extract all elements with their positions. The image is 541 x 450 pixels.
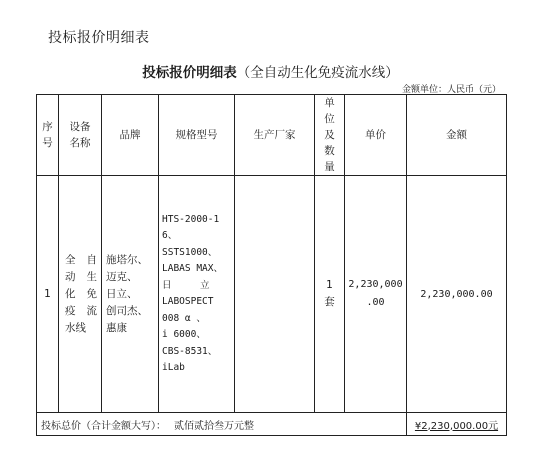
currency-unit-note: 金额单位：人民币（元） [401,85,501,95]
table-title-main: 投标报价明细表 [142,65,237,81]
table-title [0,61,541,81]
total-in-words: 贰佰贰拾叁万元整 [174,420,254,432]
row-brand: 施塔尔、 迈克、 日立、 创司杰、 惠康 [102,176,159,413]
header-unit-price: 单价 [345,95,407,176]
document-heading: 投标报价明细表 [48,30,150,46]
header-manufacturer: 生产厂家 [235,95,315,176]
total-label: 投标总价（合计金额大写）： [41,420,166,432]
row-device-name: 全 自 动 生 化 免 疫 流 水线 [59,176,102,413]
table-row [37,176,507,413]
header-model: 规格型号 [159,95,235,176]
row-unit-qty: 1 套 [315,176,345,413]
total-row [37,413,507,436]
header-unit-qty: 单 位 及 数 量 [315,95,345,176]
row-manufacturer [235,176,315,413]
header-amount: 金额 [407,95,507,176]
row-model: HTS-2000-1 6、 SSTS1000、 LABAS MAX、 日 立 LABOSPECT 008 α 、 i 6000、 CBS-8531、 iLab [159,176,235,413]
header-device-name: 设备 名称 [59,95,102,176]
row-unit-price: 2,230,000 .00 [345,176,407,413]
total-figure: ¥2,230,000.00元 [407,413,507,436]
header-index: 序 号 [37,95,59,176]
row-amount: 2,230,000.00 [407,176,507,413]
table-header-row [37,95,507,176]
total-label-cell [37,413,407,436]
table-title-sub: （全自动生化免疫流水线） [236,65,399,81]
header-brand: 品牌 [102,95,159,176]
price-detail-table [36,94,507,436]
row-index: 1 [37,176,59,413]
